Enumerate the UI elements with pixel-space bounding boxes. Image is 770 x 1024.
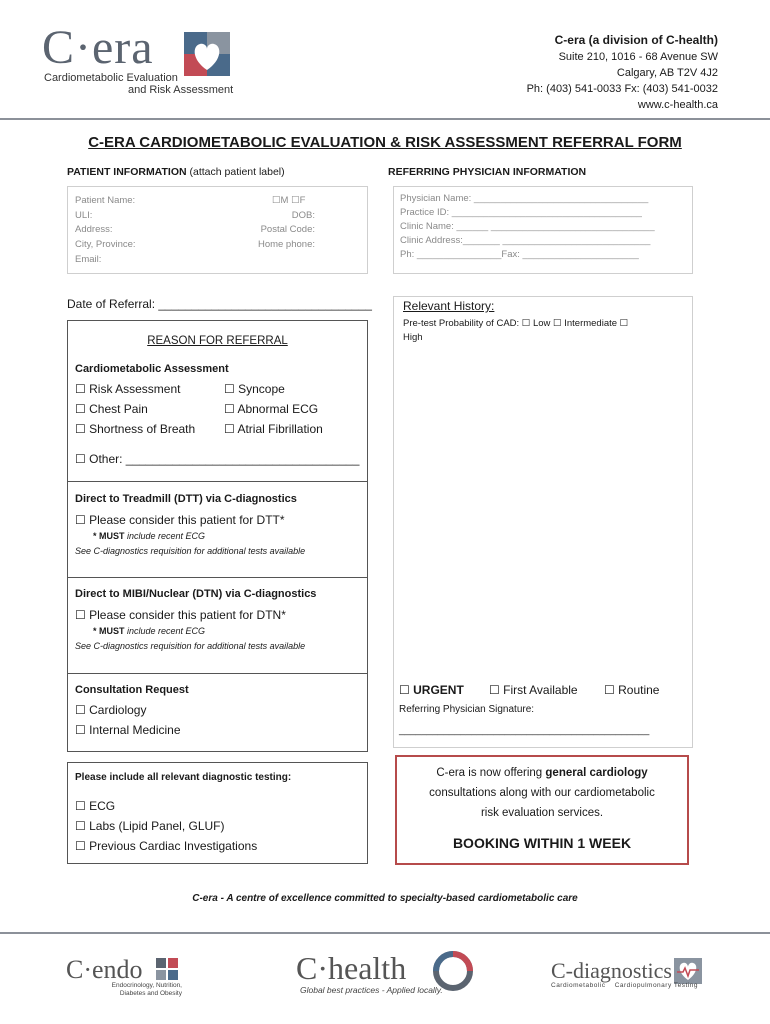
footer-divider xyxy=(0,932,770,934)
org-info xyxy=(527,32,718,113)
heart-logo-icon xyxy=(184,32,230,76)
dtt-see-note: See C-diagnostics requisition for additional tests available xyxy=(75,546,306,556)
first-available-option[interactable]: ☐ First Available xyxy=(489,683,578,697)
cendo-grid-icon xyxy=(156,958,178,980)
pretest-probability xyxy=(403,317,683,345)
divider xyxy=(68,577,367,578)
high-checkbox[interactable]: ☐ xyxy=(619,318,629,329)
sex-options xyxy=(272,194,305,208)
ph-fax-field: Ph: ________________Fax: ______________________ xyxy=(400,249,639,260)
relevant-history-heading: Relevant History: xyxy=(403,299,495,313)
phone-fax: Ph: (403) 541-0033 Fx: (403) 541-0032 xyxy=(526,83,718,95)
reason-for-referral-box xyxy=(67,320,368,752)
female-label: F xyxy=(299,195,306,206)
chealth-logo: C·health xyxy=(296,950,407,986)
dtn-see-note: See C-diagnostics requisition for additional tests available xyxy=(75,641,306,651)
high-label: High xyxy=(403,332,423,343)
intermediate-checkbox[interactable]: ☐ xyxy=(553,318,562,329)
divider xyxy=(68,481,367,482)
low-checkbox[interactable]: ☐ xyxy=(521,318,531,329)
cendo-logo: C·endo xyxy=(66,955,143,984)
dtn-must-note: * MUST include recent ECG xyxy=(93,626,206,636)
patient-info-heading xyxy=(67,166,285,178)
syncope-option[interactable]: ☐ Syncope xyxy=(224,382,285,396)
dob-label: DOB: xyxy=(291,210,315,221)
patient-heading-note: (attach patient label) xyxy=(186,166,285,178)
female-checkbox[interactable]: ☐ xyxy=(291,195,300,206)
internal-medicine-option[interactable]: ☐ Internal Medicine xyxy=(75,723,181,737)
relevant-history-box[interactable] xyxy=(393,296,693,748)
low-label: Low xyxy=(532,318,551,329)
postal-code-label: Postal Code: xyxy=(260,224,315,235)
male-checkbox[interactable]: ☐ xyxy=(272,195,281,206)
dtn-heading: Direct to MIBI/Nuclear (DTN) via C-diagnostics xyxy=(75,588,317,600)
cdiagnostics-logo: C-diagnostics xyxy=(551,958,672,983)
reason-heading: REASON FOR REFERRAL xyxy=(147,335,288,347)
address-line-2: Calgary, AB T2V 4J2 xyxy=(616,67,718,79)
clinic-name-field: Clinic Name: ______ _______________________________ xyxy=(400,221,655,232)
website[interactable]: www.c-health.ca xyxy=(637,99,718,111)
city-label: City, Province: xyxy=(75,239,136,250)
promo-box xyxy=(395,755,689,865)
dtn-option[interactable]: ☐ Please consider this patient for DTN* xyxy=(75,608,286,622)
signature-label: Referring Physician Signature: xyxy=(399,704,535,715)
form-title: C-ERA CARDIOMETABOLIC EVALUATION & RISK ASSESSMENT REFERRAL FORM xyxy=(88,134,682,151)
urgent-option[interactable]: ☐ URGENT xyxy=(399,683,464,697)
dtt-must-note: * MUST include recent ECG xyxy=(93,531,206,541)
cera-logo: C·era xyxy=(42,21,154,74)
cdiagnostics-heart-icon xyxy=(674,958,702,984)
patient-name-label: Patient Name: xyxy=(75,195,136,206)
dtt-heading: Direct to Treadmill (DTT) via C-diagnostics xyxy=(75,493,297,505)
routine-option[interactable]: ☐ Routine xyxy=(604,683,660,697)
other-option[interactable]: ☐ Other: ___________________________________ xyxy=(75,452,360,466)
cardiology-option[interactable]: ☐ Cardiology xyxy=(75,703,147,717)
promo-line-1: C-era is now offering general cardiology xyxy=(436,767,648,779)
logo-subtitle-2: and Risk Assessment xyxy=(128,84,234,96)
risk-assessment-option[interactable]: ☐ Risk Assessment xyxy=(75,382,181,396)
ecg-option[interactable]: ☐ ECG xyxy=(75,799,116,813)
clinic-address-field: Clinic Address:_______ ____________________________ xyxy=(400,235,651,246)
atrial-fibrillation-option[interactable]: ☐ Atrial Fibrillation xyxy=(224,422,323,436)
logo-subtitle-1: Cardiometabolic Evaluation xyxy=(44,72,178,84)
consultation-heading: Consultation Request xyxy=(75,684,189,696)
email-label: Email: xyxy=(75,254,102,265)
cdiagnostics-subtitle: Cardiometabolic Cardiopulmonary Testing xyxy=(551,982,698,989)
pretest-label: Pre-test Probability of CAD: xyxy=(403,318,520,329)
address-label: Address: xyxy=(75,224,113,235)
header-divider xyxy=(0,118,770,120)
chealth-slogan: Global best practices - Applied locally. xyxy=(300,985,443,995)
patient-heading-bold: PATIENT INFORMATION xyxy=(67,166,187,178)
previous-cardiac-option[interactable]: ☐ Previous Cardiac Investigations xyxy=(75,839,258,853)
booking-banner: BOOKING WITHIN 1 WEEK xyxy=(452,835,632,851)
cardio-assessment-heading: Cardiometabolic Assessment xyxy=(75,363,229,375)
practice-id-field: Practice ID: ____________________________________ xyxy=(400,207,642,218)
shortness-of-breath-option[interactable]: ☐ Shortness of Breath xyxy=(75,422,196,436)
abnormal-ecg-option[interactable]: ☐ Abnormal ECG xyxy=(224,402,319,416)
physician-name-field: Physician Name: _________________________________ xyxy=(400,193,649,204)
uli-label: ULI: xyxy=(75,210,93,221)
cendo-subtitle: Endocrinology, Nutrition, Diabetes and Obesity xyxy=(111,982,182,997)
divider xyxy=(68,673,367,674)
home-phone-label: Home phone: xyxy=(257,239,315,250)
diagnostics-box xyxy=(67,762,368,864)
signature-line[interactable]: _____________________________________________ xyxy=(399,725,650,736)
intermediate-label: Intermediate xyxy=(564,318,618,329)
date-of-referral[interactable]: Date of Referral: ________________________________ xyxy=(67,297,372,311)
dtt-option[interactable]: ☐ Please consider this patient for DTT* xyxy=(75,513,285,527)
patient-info-box[interactable] xyxy=(67,186,368,274)
address-line-1: Suite 210, 1016 - 68 Avenue SW xyxy=(558,51,718,63)
promo-line-3: risk evaluation services. xyxy=(480,807,604,819)
male-label: M xyxy=(280,195,289,206)
org-name: C-era (a division of C-health) xyxy=(554,33,718,47)
tagline: C-era - A centre of excellence committed to specialty-based cardiometabolic care xyxy=(192,893,578,904)
physician-info-box[interactable] xyxy=(393,186,693,274)
chest-pain-option[interactable]: ☐ Chest Pain xyxy=(75,402,148,416)
diagnostics-heading: Please include all relevant diagnostic testing: xyxy=(75,772,292,783)
labs-option[interactable]: ☐ Labs (Lipid Panel, GLUF) xyxy=(75,819,225,833)
promo-line-2: consultations along with our cardiometabolic xyxy=(429,787,655,799)
physician-info-heading: REFERRING PHYSICIAN INFORMATION xyxy=(388,166,587,178)
